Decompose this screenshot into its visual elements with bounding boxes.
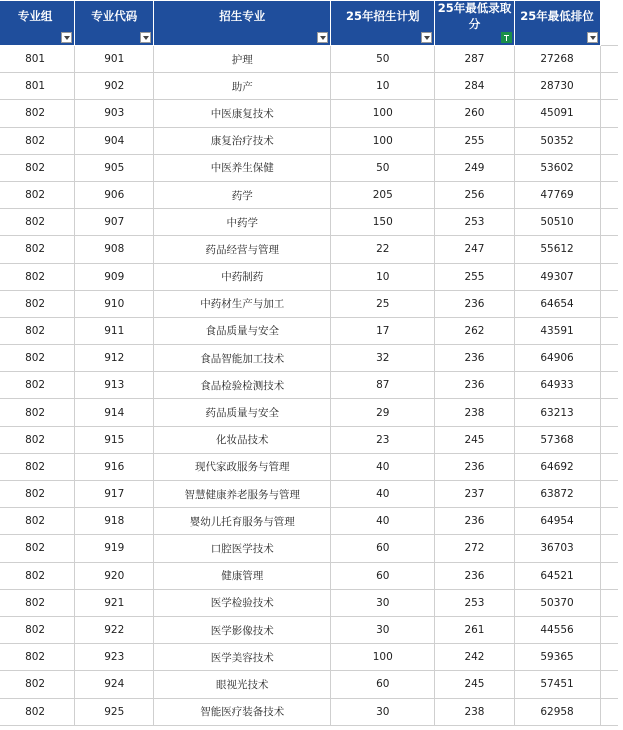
cell-plan[interactable]: 30 [331,616,435,643]
cell-min-rank[interactable]: 36703 [514,535,600,562]
empty-cell[interactable] [600,263,618,290]
cell-group[interactable]: 801 [0,73,75,100]
header-label: 专业组 [17,9,53,23]
cell-code[interactable]: 902 [75,73,154,100]
cell-min-score[interactable]: 247 [435,236,514,263]
empty-cell[interactable] [600,100,618,127]
cell-min-rank[interactable]: 62958 [514,698,600,725]
cell-min-score[interactable]: 253 [435,209,514,236]
empty-cell[interactable] [600,73,618,100]
cell-group[interactable]: 802 [0,671,75,698]
header-label: 招生专业 [219,9,266,23]
cell-code[interactable]: 910 [75,290,154,317]
table-row [0,562,618,589]
cell-group[interactable]: 802 [0,263,75,290]
cell-major[interactable]: 药品质量与安全 [154,399,331,426]
cell-plan[interactable]: 22 [331,236,435,263]
cell-min-rank[interactable]: 63213 [514,399,600,426]
cell-plan[interactable]: 100 [331,644,435,671]
table-row [0,181,618,208]
cell-code[interactable]: 919 [75,535,154,562]
empty-cell[interactable] [600,535,618,562]
table-row [0,453,618,480]
table-row [0,644,618,671]
table-row [0,481,618,508]
cell-group[interactable]: 802 [0,372,75,399]
cell-min-score[interactable]: 237 [435,481,514,508]
cell-plan[interactable]: 50 [331,46,435,73]
cell-min-score[interactable]: 236 [435,562,514,589]
header-label: 25年招生计划 [345,9,420,23]
cell-major[interactable]: 食品智能加工技术 [154,345,331,372]
cell-code[interactable]: 914 [75,399,154,426]
cell-code[interactable]: 916 [75,453,154,480]
empty-cell[interactable] [600,644,618,671]
cell-min-score[interactable]: 236 [435,453,514,480]
empty-cell[interactable] [600,616,618,643]
cell-min-score[interactable]: 262 [435,317,514,344]
empty-cell[interactable] [600,426,618,453]
empty-cell[interactable] [600,453,618,480]
cell-min-rank[interactable]: 64933 [514,372,600,399]
cell-min-score[interactable]: 236 [435,508,514,535]
cell-major[interactable]: 婴幼儿托育服务与管理 [154,508,331,535]
table-row [0,616,618,643]
cell-code[interactable]: 925 [75,698,154,725]
cell-plan[interactable]: 30 [331,698,435,725]
table-row [0,290,618,317]
cell-plan[interactable]: 60 [331,671,435,698]
cell-group[interactable]: 802 [0,100,75,127]
empty-cell[interactable] [600,290,618,317]
table-row [0,154,618,181]
cell-min-rank[interactable]: 64692 [514,453,600,480]
cell-min-score[interactable]: 238 [435,698,514,725]
cell-plan[interactable]: 17 [331,317,435,344]
cell-plan[interactable]: 60 [331,535,435,562]
table-row [0,236,618,263]
empty-cell[interactable] [600,236,618,263]
cell-major[interactable]: 药品经营与管理 [154,236,331,263]
column-header-group [0,1,75,46]
cell-min-rank[interactable]: 63872 [514,481,600,508]
cell-group[interactable]: 801 [0,46,75,73]
table-row [0,127,618,154]
cell-min-rank[interactable]: 64906 [514,345,600,372]
cell-code[interactable]: 911 [75,317,154,344]
cell-group[interactable]: 802 [0,181,75,208]
cell-min-score[interactable]: 260 [435,100,514,127]
cell-min-score[interactable]: 236 [435,372,514,399]
cell-code[interactable]: 913 [75,372,154,399]
cell-plan[interactable]: 32 [331,345,435,372]
cell-plan[interactable]: 87 [331,372,435,399]
empty-cell[interactable] [600,589,618,616]
cell-min-rank[interactable]: 57368 [514,426,600,453]
cell-group[interactable]: 802 [0,317,75,344]
column-header-min-rank [514,1,600,46]
table-row [0,345,618,372]
cell-code[interactable]: 915 [75,426,154,453]
table-row [0,372,618,399]
cell-major[interactable]: 中医康复技术 [154,100,331,127]
empty-cell[interactable] [600,399,618,426]
cell-code[interactable]: 903 [75,100,154,127]
cell-min-rank[interactable]: 44556 [514,616,600,643]
cell-plan[interactable]: 10 [331,263,435,290]
cell-plan[interactable]: 100 [331,127,435,154]
cell-plan[interactable]: 40 [331,481,435,508]
cell-major[interactable]: 化妆品技术 [154,426,331,453]
cell-plan[interactable]: 40 [331,508,435,535]
cell-major[interactable]: 助产 [154,73,331,100]
cell-min-score[interactable]: 245 [435,671,514,698]
cell-major[interactable]: 药学 [154,181,331,208]
cell-major[interactable]: 智能医疗装备技术 [154,698,331,725]
empty-cell[interactable] [600,154,618,181]
empty-cell[interactable] [600,671,618,698]
cell-min-rank[interactable]: 50370 [514,589,600,616]
filter-dropdown-icon[interactable] [140,32,151,43]
table-row [0,317,618,344]
table-row [0,46,618,73]
cell-major[interactable]: 中医养生保健 [154,154,331,181]
cell-plan[interactable]: 205 [331,181,435,208]
cell-min-rank[interactable]: 55612 [514,236,600,263]
cell-major[interactable]: 口腔医学技术 [154,535,331,562]
cell-min-score[interactable]: 255 [435,263,514,290]
cell-min-score[interactable]: 253 [435,589,514,616]
cell-plan[interactable]: 40 [331,453,435,480]
empty-cell[interactable] [600,317,618,344]
table-row [0,535,618,562]
empty-cell[interactable] [600,481,618,508]
header-label: 专业代码 [91,9,138,23]
cell-group[interactable]: 802 [0,508,75,535]
cell-min-rank[interactable]: 50352 [514,127,600,154]
cell-min-rank[interactable]: 57451 [514,671,600,698]
cell-major[interactable]: 康复治疗技术 [154,127,331,154]
empty-cell[interactable] [600,562,618,589]
column-header-major [154,1,331,46]
cell-code[interactable]: 904 [75,127,154,154]
cell-code[interactable]: 912 [75,345,154,372]
table-row [0,589,618,616]
cell-code[interactable]: 918 [75,508,154,535]
empty-cell[interactable] [600,508,618,535]
cell-group[interactable]: 802 [0,209,75,236]
filter-dropdown-icon[interactable] [587,32,598,43]
cell-min-score[interactable]: 249 [435,154,514,181]
cell-min-score[interactable]: 261 [435,616,514,643]
table-row [0,263,618,290]
empty-cell[interactable] [600,698,618,725]
cell-code[interactable]: 921 [75,589,154,616]
column-header-code [75,1,154,46]
header-label: 25年最低录取分 [437,1,512,31]
filter-dropdown-icon[interactable] [421,32,432,43]
cell-min-score[interactable]: 238 [435,399,514,426]
cell-min-score[interactable]: 255 [435,127,514,154]
cell-code[interactable]: 917 [75,481,154,508]
table-row [0,100,618,127]
cell-group[interactable]: 802 [0,127,75,154]
cell-plan[interactable]: 150 [331,209,435,236]
cell-group[interactable]: 802 [0,345,75,372]
cell-code[interactable]: 908 [75,236,154,263]
table-row [0,426,618,453]
header-label: 25年最低排位 [520,9,594,23]
cell-group[interactable]: 802 [0,562,75,589]
empty-cell[interactable] [600,209,618,236]
cell-major[interactable]: 智慧健康养老服务与管理 [154,481,331,508]
cell-major[interactable]: 医学检验技术 [154,589,331,616]
cell-group[interactable]: 802 [0,154,75,181]
cell-code[interactable]: 922 [75,616,154,643]
cell-plan[interactable]: 30 [331,589,435,616]
empty-cell[interactable] [600,345,618,372]
cell-plan[interactable]: 50 [331,154,435,181]
cell-major[interactable]: 中药制药 [154,263,331,290]
cell-min-rank[interactable]: 50510 [514,209,600,236]
empty-cell[interactable] [600,46,618,73]
cell-min-score[interactable]: 242 [435,644,514,671]
cell-group[interactable]: 802 [0,616,75,643]
cell-group[interactable]: 802 [0,535,75,562]
filter-dropdown-icon[interactable] [61,32,72,43]
cell-min-rank[interactable]: 45091 [514,100,600,127]
cell-min-score[interactable]: 256 [435,181,514,208]
cell-min-score[interactable]: 287 [435,46,514,73]
cell-min-rank[interactable]: 43591 [514,317,600,344]
cell-plan[interactable]: 10 [331,73,435,100]
column-header-min-score [435,1,514,46]
cell-min-score[interactable]: 284 [435,73,514,100]
cell-major[interactable]: 中药材生产与加工 [154,290,331,317]
cell-major[interactable]: 医学美容技术 [154,644,331,671]
cell-min-rank[interactable]: 53602 [514,154,600,181]
cell-code[interactable]: 907 [75,209,154,236]
header-row [0,1,618,46]
cell-min-rank[interactable]: 28730 [514,73,600,100]
cell-major[interactable]: 食品检验检测技术 [154,372,331,399]
cell-plan[interactable]: 23 [331,426,435,453]
table-row [0,209,618,236]
cell-min-rank[interactable]: 59365 [514,644,600,671]
cell-plan[interactable]: 29 [331,399,435,426]
table-row [0,399,618,426]
cell-code[interactable]: 901 [75,46,154,73]
cell-min-score[interactable]: 272 [435,535,514,562]
cell-code[interactable]: 905 [75,154,154,181]
cell-min-rank[interactable]: 64654 [514,290,600,317]
cell-plan[interactable]: 25 [331,290,435,317]
cell-min-score[interactable]: 236 [435,290,514,317]
cell-plan[interactable]: 60 [331,562,435,589]
cell-group[interactable]: 802 [0,426,75,453]
cell-group[interactable]: 802 [0,589,75,616]
cell-group[interactable]: 802 [0,290,75,317]
empty-header-cell [600,1,618,46]
cell-min-rank[interactable]: 64521 [514,562,600,589]
cell-code[interactable]: 924 [75,671,154,698]
empty-cell[interactable] [600,372,618,399]
cell-min-rank[interactable]: 27268 [514,46,600,73]
cell-code[interactable]: 909 [75,263,154,290]
cell-group[interactable]: 802 [0,481,75,508]
cell-min-rank[interactable]: 49307 [514,263,600,290]
table-row [0,73,618,100]
filter-dropdown-icon[interactable] [317,32,328,43]
cell-group[interactable]: 802 [0,236,75,263]
cell-major[interactable]: 护理 [154,46,331,73]
cell-group[interactable]: 802 [0,453,75,480]
cell-plan[interactable]: 100 [331,100,435,127]
cell-min-score[interactable]: 236 [435,345,514,372]
cell-major[interactable]: 现代家政服务与管理 [154,453,331,480]
column-header-plan [331,1,435,46]
table-row [0,698,618,725]
cell-major[interactable]: 中药学 [154,209,331,236]
cell-major[interactable]: 食品质量与安全 [154,317,331,344]
cell-group[interactable]: 802 [0,698,75,725]
cell-group[interactable]: 802 [0,399,75,426]
cell-min-score[interactable]: 245 [435,426,514,453]
table-row [0,508,618,535]
cell-major[interactable]: 健康管理 [154,562,331,589]
cell-code[interactable]: 906 [75,181,154,208]
cell-code[interactable]: 923 [75,644,154,671]
cell-code[interactable]: 920 [75,562,154,589]
cell-min-rank[interactable]: 64954 [514,508,600,535]
empty-cell[interactable] [600,181,618,208]
empty-cell[interactable] [600,127,618,154]
cell-min-rank[interactable]: 47769 [514,181,600,208]
table-row [0,671,618,698]
cell-major[interactable]: 医学影像技术 [154,616,331,643]
filter-active-icon[interactable] [501,32,512,43]
cell-major[interactable]: 眼视光技术 [154,671,331,698]
cell-group[interactable]: 802 [0,644,75,671]
